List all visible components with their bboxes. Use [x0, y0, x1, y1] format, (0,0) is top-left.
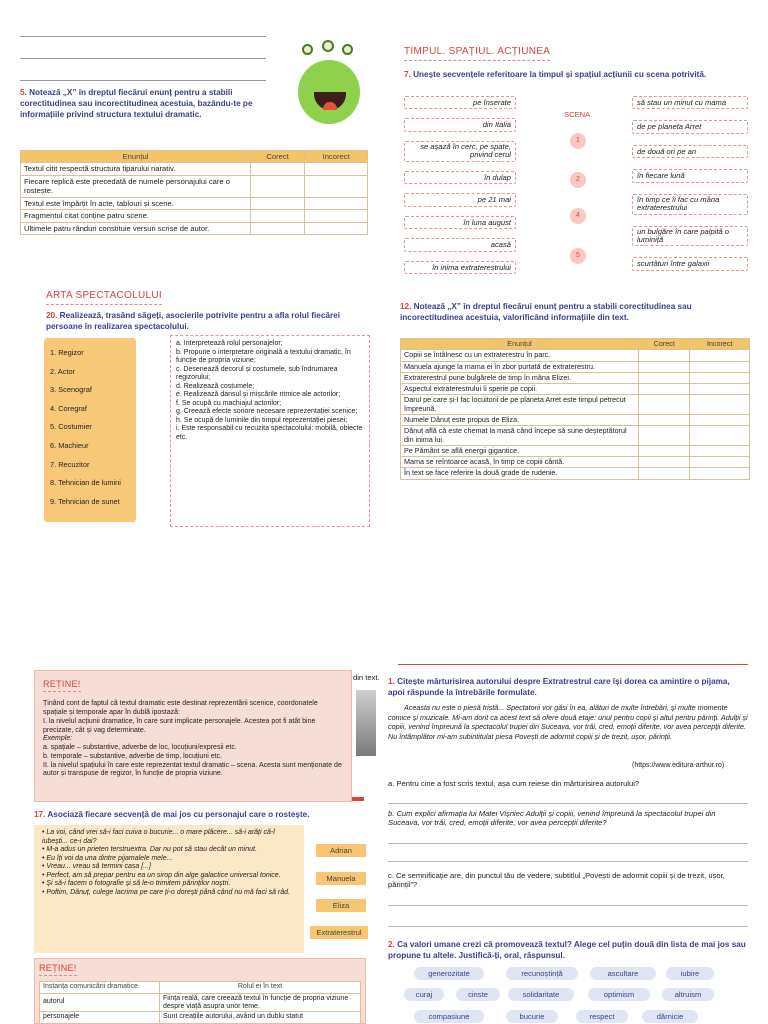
table-row: Ultimele patru rânduri constituie versuri scrise de autor. — [21, 222, 368, 234]
col-header: Instanța comunicării dramatice — [40, 982, 160, 994]
match-item-left[interactable]: în luna august — [404, 216, 516, 229]
value-chip[interactable]: generozitate — [414, 967, 484, 980]
answer-cell[interactable] — [639, 457, 690, 468]
answer-cell[interactable] — [639, 445, 690, 456]
monster-illustration — [290, 40, 370, 130]
scene-circle[interactable]: 4 — [570, 208, 586, 224]
value-chip[interactable]: curaj — [404, 988, 444, 1001]
duties-box — [170, 335, 370, 527]
match-item-right[interactable]: scurtături între galaxii — [632, 257, 748, 270]
answer-cell[interactable] — [251, 175, 305, 197]
value-chip[interactable]: solidaritate — [508, 988, 574, 1001]
table-row: Manuela ajunge la mama ei în zbor purtată de extraterestru. — [401, 361, 750, 372]
match-item-right[interactable]: în fiecare lună — [632, 169, 748, 182]
quote-item[interactable]: • Eu îți voi da una dintre pijamalele mele... — [42, 854, 173, 862]
table-row: Textul este împărțit în acte, tablouri și scene. — [21, 197, 368, 209]
duty-item[interactable]: h. Se ocupă de luminile din timpul reprezentației piesei; — [176, 416, 348, 424]
red-marker — [352, 797, 364, 801]
role-item[interactable]: 3. Scenograf — [50, 385, 92, 395]
answer-line — [20, 58, 266, 59]
retine-paragraph: b. temporale – substantive, adverbe de timp, locuțiuni etc. — [43, 752, 222, 760]
answer-cell[interactable] — [251, 222, 305, 234]
answer-cell[interactable] — [251, 197, 305, 209]
retine-title: REȚINE! — [43, 679, 81, 692]
ex12-instruction: 12. Notează „X” în dreptul fiecărui enunț pentru a stabili corectitudinea sau incorectitudinea acestuia, valorificând informațiile din text. — [400, 302, 692, 322]
match-item-left[interactable]: pe 21 mai — [404, 193, 516, 206]
col-header: Incorect — [305, 151, 368, 163]
match-item-right[interactable]: să stau un minut cu mama — [632, 96, 748, 109]
retine-box-instante — [34, 958, 366, 1024]
role-item[interactable]: 4. Coregraf — [50, 403, 87, 413]
red-rule — [398, 664, 748, 665]
table-row: Textul citit respectă structura tiparului narativ. — [21, 163, 368, 175]
quote-item[interactable]: • M-a adus un prieten terstruextra. Dar nu pot să stau decât un minut. — [42, 846, 257, 854]
role-item[interactable]: 5. Costumier — [50, 422, 92, 432]
value-chip[interactable]: respect — [576, 1010, 628, 1023]
value-chip[interactable]: compasiune — [414, 1010, 484, 1023]
retine-paragraph: a. spațiale – substantive, adverbe de loc, locuțiuni/expresii etc. — [43, 744, 237, 751]
photo-fragment — [356, 690, 376, 756]
answer-cell[interactable] — [690, 414, 750, 425]
answer-cell[interactable] — [690, 372, 750, 383]
answer-cell[interactable] — [690, 445, 750, 456]
value-chip[interactable]: altruism — [662, 988, 714, 1001]
match-item-right[interactable]: de pe planeta Arret — [632, 120, 748, 133]
duty-item[interactable]: a. Interpretează rolul personajelor; — [176, 340, 283, 347]
col-header: Corect — [251, 151, 305, 163]
table-row: Dănuț află că este chemat la masă când începe să sune deșteptătorul din inima lui. — [401, 426, 750, 446]
answer-cell[interactable] — [305, 222, 368, 234]
col-header: Enunțul — [21, 151, 251, 163]
right-column — [632, 96, 748, 271]
table-row: Fragmentul citat conține patru scene. — [21, 210, 368, 222]
table-row: Pe Pământ se află energii gigantice. — [401, 445, 750, 456]
quote-item[interactable]: • Vreau... vreau să termini casa [...] — [42, 863, 151, 871]
role-item[interactable]: 6. Machieur — [50, 440, 89, 450]
scene-circle[interactable]: 1 — [570, 133, 586, 149]
ex2-instruction: 2. Ca valori umane crezi că promovează textul? Alege cel puțin două din lista de mai jos sau propune tu altele. Justifică-ți, oral, răspunsul. — [388, 940, 746, 960]
value-chip[interactable]: bucurie — [506, 1010, 558, 1023]
table-row: Extraterestrul pune bulgărele de timp în mâna Elizei. — [401, 372, 750, 383]
retine-paragraph: II. la nivelul spațiului în care este reprezentat textul dramatic – scena. Acesta sunt menționate de autor și transpuse de regizor, în funcție de propria viziune. — [43, 761, 342, 778]
answer-cell[interactable] — [690, 361, 750, 372]
character-tag-extraterestrul[interactable]: Extraterestrul — [310, 926, 368, 939]
table-row: Fiecare replică este precedată de numele personajului care o rostește. — [21, 175, 368, 197]
question-a: a. Pentru cine a fost scris textul, așa cum reiese din mărturisirea autorului? — [388, 779, 640, 788]
left-column — [404, 96, 516, 274]
answer-line[interactable] — [388, 843, 748, 844]
answer-cell[interactable] — [305, 210, 368, 222]
retine-box-spatiu — [34, 670, 352, 802]
match-item-right[interactable]: de două ori pe an — [632, 145, 748, 158]
quote-item[interactable]: • Și să-i facem o fotografie și să le-o trimitem părinților noștri. — [42, 880, 231, 888]
answer-line[interactable] — [388, 926, 748, 927]
answer-cell[interactable] — [639, 372, 690, 383]
match-item-left[interactable]: acasă — [404, 238, 516, 251]
table-row: personajele Sunt creațiile autorului, având un dublu statut — [40, 1012, 361, 1024]
answer-cell[interactable] — [690, 384, 750, 395]
table-row: Mama se reîntoarce acasă, în timp ce copiii cântă. — [401, 457, 750, 468]
table-row: Aspectul extraterestrului îi sperie pe copii. — [401, 384, 750, 395]
section-title-arta: ARTA SPECTACOLULUI — [46, 290, 162, 305]
retine-paragraph: I. la nivelul acțiunii dramatice, în care sunt implicate personajele. Acestea pot fi atât bine precizate, cât și vag determinate. — [43, 717, 316, 734]
din-text-label: din text. — [353, 673, 380, 682]
table-row: Darul pe care și-l fac locuitorii de pe planeta Arret este timpul petrecut împreună. — [401, 395, 750, 415]
role-item[interactable]: 8. Tehnician de lumini — [50, 478, 121, 488]
answer-cell[interactable] — [639, 384, 690, 395]
ex20-instruction: 20. Realizează, trasând săgeți, asocierile potrivite pentru a afla rolul fiecărei persoane în realizarea spectacolului. — [46, 311, 340, 331]
retine-paragraph: Ținând cont de faptul că textul dramatic este destinat reprezentării scenice, coordonatele spațiale și temporale apar în dublă ipostază: — [43, 700, 318, 716]
answer-line[interactable] — [388, 861, 748, 862]
answer-line — [20, 36, 266, 37]
answer-cell[interactable] — [690, 426, 750, 446]
answer-cell[interactable] — [251, 163, 305, 175]
retine-paragraph: Exemple: — [43, 735, 73, 743]
table-row: Copiii se întâlnesc cu un extraterestru în parc. — [401, 350, 750, 361]
scena-label: SCENA — [564, 110, 591, 119]
ex12-table — [400, 338, 750, 480]
col-header: Rolul ei în text — [160, 982, 361, 994]
value-chip[interactable]: recunoștință — [506, 967, 578, 980]
match-item-left[interactable]: în inima extraterestrului — [404, 261, 516, 274]
scene-circle[interactable]: 2 — [570, 172, 586, 188]
author-testimony: Aceasta nu este o piesă tristă... Spectatorii vor găsi în ea, alături de multe întrebări, și multe momente comice și muzicale. Mi-am dorit ca acest text să ofere două etaje: unul pentru copii și altul pentru părinți. Adulții și copiii, venind împreună la spectacolul trupei din Suceava, vor trăi, cred, emoții diferite, vor avea percepții diferite. Nu întâmplător mi-am subintitulat piesa Povești de adormit copiii și de trezit, ușor, părinții. — [388, 703, 748, 741]
answer-cell[interactable] — [305, 163, 368, 175]
col-header: Incorect — [690, 339, 750, 350]
ex17-instruction: 17. Asociază fiecare secvență de mai jos cu personajul care o rostește. — [34, 810, 310, 819]
answer-cell[interactable] — [251, 210, 305, 222]
source-link[interactable]: (https://www.editura-arthur.ro) — [632, 762, 725, 769]
quote-item[interactable]: • La voi, când vrei să-i faci cuiva o bucurie... o mare plăcere... să-i arăți că-l iubești... ce-i dai? — [42, 829, 275, 845]
duty-item[interactable]: f. Se ocupă cu machiajul actorilor; — [176, 399, 282, 407]
character-tag-manuela[interactable]: Manuela — [316, 872, 366, 885]
answer-cell[interactable] — [305, 197, 368, 209]
quotes-box — [34, 825, 304, 953]
duty-item[interactable]: d. Realizează costumele; — [176, 382, 255, 390]
match-item-right[interactable]: un bulgăre în care palpită o luminiță — [632, 226, 748, 247]
table-row: Numele Dănuț este propus de Eliza. — [401, 414, 750, 425]
match-item-left[interactable]: din Italia — [404, 118, 516, 131]
character-tag-eliza[interactable]: Eliza — [316, 899, 366, 912]
question-b: b. Cum explici afirmația lui Matei Vișniec Adulții și copiii, venind împreună la spectacolul trupei din Suceava, vor trăi, cred, emoții diferite, vor avea percepții diferite? — [388, 809, 716, 828]
value-chip[interactable]: dărnicie — [642, 1010, 698, 1023]
answer-cell[interactable] — [305, 175, 368, 197]
role-item[interactable]: 2. Actor — [50, 366, 76, 376]
match-item-left[interactable]: pe înserate — [404, 96, 516, 109]
ex1-instruction: 1. Citește mărturisirea autorului despre Extratrestrul care își dorea ca amintire o pijama, apoi răspunde la întrebările formulate. — [388, 677, 730, 697]
answer-cell[interactable] — [639, 395, 690, 415]
ex7-instruction: 7. Unește secvențele referitoare la timpul și spațiul acțiunii cu scena potrivită. — [404, 70, 707, 79]
answer-cell[interactable] — [639, 426, 690, 446]
role-item[interactable]: 7. Recuzitor — [50, 459, 90, 469]
answer-cell[interactable] — [690, 395, 750, 415]
answer-cell[interactable] — [690, 457, 750, 468]
question-c: c. Ce semnificație are, din punctul tău de vedere, subtitlul „Povești de adormit copiii și de trezit, ușor, părinții”? — [388, 871, 725, 890]
role-item[interactable]: 1. Regizor — [50, 348, 84, 357]
col-header: Corect — [639, 339, 690, 350]
duty-item[interactable]: c. Desenează decorul și costumele, sub îndrumarea regizorului; — [176, 365, 338, 382]
scene-circle[interactable]: 5 — [570, 248, 586, 264]
answer-line — [20, 80, 266, 81]
roles-box — [44, 338, 136, 522]
match-item-left[interactable]: se așază în cerc, pe spate, privind cerul — [404, 141, 516, 162]
value-chip[interactable]: optimism — [588, 988, 650, 1001]
value-chip[interactable]: cinste — [456, 988, 500, 1001]
answer-cell[interactable] — [639, 350, 690, 361]
quote-item[interactable]: • Perfect, am să prepar pentru ea un sirop din alge galactice universal tonice. — [42, 871, 281, 879]
role-item[interactable]: 9. Tehnician de sunet — [50, 496, 120, 506]
value-chip[interactable]: iubire — [666, 967, 714, 980]
duty-item[interactable]: i. Este responsabil cu recuzita spectacolului: mobilă, obiecte etc. — [176, 425, 363, 441]
answer-cell[interactable] — [639, 414, 690, 425]
retine-title: REȚINE! — [39, 963, 77, 976]
duty-item[interactable]: g. Creează efecte sonore necesare reprezentației scenice; — [176, 408, 358, 416]
table-row: În text se face referire la două grade de rudenie. — [401, 468, 750, 479]
match-item-right[interactable]: în timp ce îi fac cu mâna extraterestrului — [632, 194, 748, 215]
section-title-timp: TIMPUL. SPAȚIUL. ACȚIUNEA — [404, 46, 550, 61]
ex5-table — [20, 150, 368, 235]
match-item-left[interactable]: în dulap — [404, 171, 516, 184]
answer-line[interactable] — [388, 905, 748, 906]
ex5-instruction: 5. Notează „X” în dreptul fiecărui enunț pentru a stabili corectitudinea sau incorectitudinea acestuia, bazându-te pe informațiile privind structura textului dramatic. — [20, 88, 253, 119]
answer-cell[interactable] — [690, 468, 750, 479]
answer-cell[interactable] — [639, 361, 690, 372]
value-chip[interactable]: ascultare — [590, 967, 656, 980]
quote-item[interactable]: • Poftim, Dănuț, culege lacrima pe care ți-o dorești până când nu mă faci să râd. — [42, 888, 290, 896]
duty-item[interactable]: b. Propune o interpretare originală a textului dramatic, în funcție de propria viziune; — [176, 348, 351, 365]
duty-item[interactable]: e. Realizează dansul și mișcările ritmice ale actorilor; — [176, 391, 341, 399]
answer-cell[interactable] — [690, 350, 750, 361]
answer-line[interactable] — [388, 803, 748, 804]
answer-cell[interactable] — [639, 468, 690, 479]
table-row: autorul Ființa reală, care creează textul în funcție de propria viziune despre viață asupra unor teme. — [40, 994, 361, 1012]
col-header: Enunțul — [401, 339, 639, 350]
character-tag-adrian[interactable]: Adrian — [316, 844, 366, 857]
